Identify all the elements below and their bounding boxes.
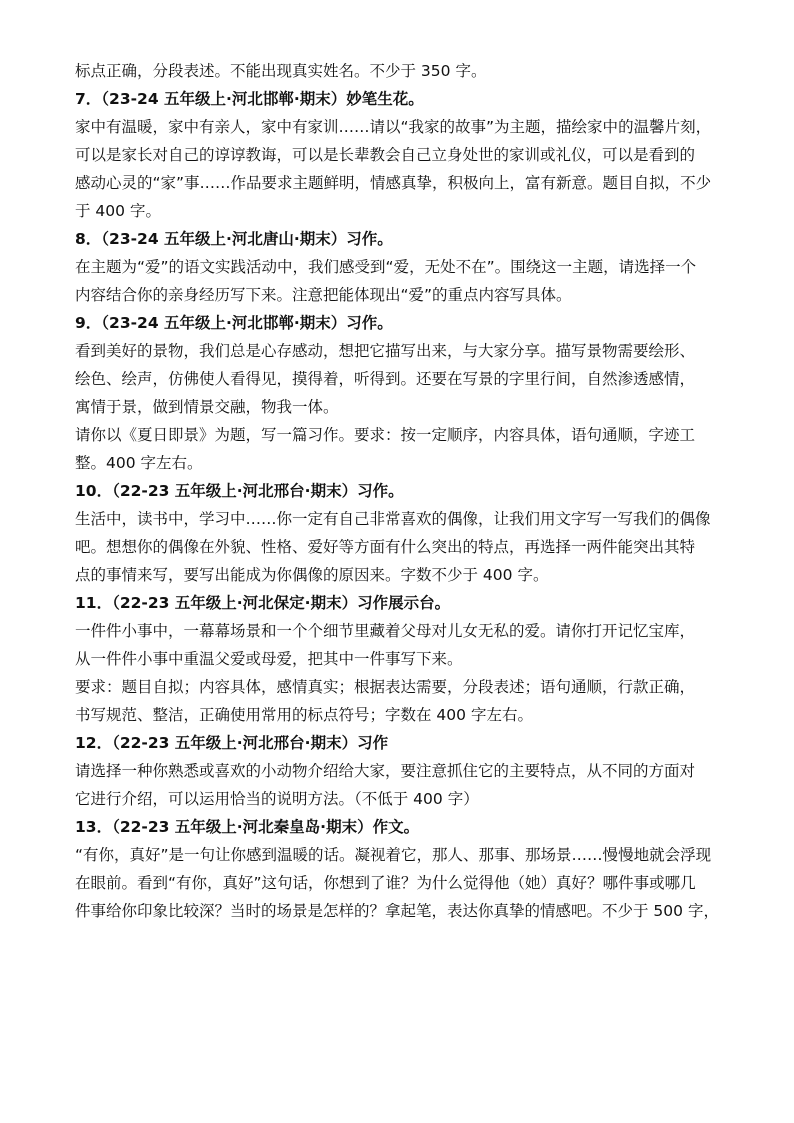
text-line-8: 在主题为“爱”的语文实践活动中，我们感受到“爱，无处不在”。围绕这一主题，请选择一个 — [75, 258, 697, 276]
text-line-13: 寓情于景，做到情景交融，物我一体。 — [75, 398, 339, 416]
text-line-26: 请选择一种你熟悉或喜欢的小动物介绍给大家，要注意抓住它的主要特点，从不同的方面对 — [75, 762, 696, 780]
question-9-title: 9．（23-24 五年级上·河北邯郸·期末）习作。 — [75, 314, 393, 332]
text-line-12: 绘色、绘声，仿佛使人看得见，摸得着，听得到。还要在写景的字里行间，自然渗透感情， — [75, 370, 696, 388]
text-line-9: 内容结合你的亲身经历写下来。注意把能体现出“爱”的重点内容写具体。 — [75, 286, 572, 304]
text-line-23: 要求：题目自拟；内容具体，感情真实；根据表达需要，分段表述；语句通顺，行款正确， — [75, 678, 696, 696]
text-line-19: 点的事情来写，要写出能成为你偶像的原因来。字数不少于 400 字。 — [75, 566, 549, 584]
text-line-15: 整。400 字左右。 — [75, 454, 203, 472]
text-line-17: 生活中，读书中，学习中……你一定有自己非常喜欢的偶像，让我们用文字写一写我们的偶像 — [75, 510, 711, 528]
text-line-14: 请你以《夏日即景》为题，写一篇习作。要求：按一定顺序，内容具体，语句通顺，字迹工 — [75, 426, 696, 444]
text-line-22: 从一件件小事中重温父爱或母爱，把其中一件事写下来。 — [75, 650, 463, 668]
question-10-title: 10．（22-23 五年级上·河北邢台·期末）习作。 — [75, 482, 404, 500]
question-11-title: 11．（22-23 五年级上·河北保定·期末）习作展示台。 — [75, 594, 451, 612]
text-line-6: 于 400 字。 — [75, 202, 161, 220]
question-7-title: 7．（23-24 五年级上·河北邯郸·期末）妙笔生花。 — [75, 90, 424, 108]
text-line-3: 家中有温暖，家中有亲人，家中有家训……请以“我家的故事”为主题，描绘家中的温馨片刻， — [75, 118, 712, 136]
text-line-4: 可以是家长对自己的谆谆教诲，可以是长辈教会自己立身处世的家训或礼仪，可以是看到的 — [75, 146, 696, 164]
document-page — [75, 57, 740, 925]
text-line-29: “有你，真好”是一句让你感到温暖的话。凝视着它，那人、那事、那场景……慢慢地就会浮现 — [75, 846, 712, 864]
text-line-5: 感动心灵的“家”事……作品要求主题鲜明，情感真挚，积极向上，富有新意。题目自拟，不少 — [75, 174, 712, 192]
text-line-21: 一件件小事中，一幕幕场景和一个个细节里藏着父母对儿女无私的爱。请你打开记忆宝库， — [75, 622, 696, 640]
text-line-30: 在眼前。看到“有你，真好”这句话，你想到了谁？为什么觉得他（她）真好？哪件事或哪几 — [75, 874, 696, 892]
text-line-27: 它进行介绍，可以运用恰当的说明方法。（不低于 400 字） — [75, 790, 479, 808]
text-line-11: 看到美好的景物，我们总是心存感动，想把它描写出来，与大家分享。描写景物需要绘形、 — [75, 342, 696, 360]
question-13-title: 13．（22-23 五年级上·河北秦皇岛·期末）作文。 — [75, 818, 420, 836]
question-12-title: 12．（22-23 五年级上·河北邢台·期末）习作 — [75, 734, 389, 752]
text-line-31: 件事给你印象比较深？当时的场景是怎样的？拿起笔，表达你真挚的情感吧。不少于 500 字， — [75, 902, 719, 920]
text-line-18: 吧。想想你的偶像在外貌、性格、爱好等方面有什么突出的特点，再选择一两件能突出其特 — [75, 538, 696, 556]
question-8-title: 8．（23-24 五年级上·河北唐山·期末）习作。 — [75, 230, 393, 248]
text-line-1: 标点正确，分段表述。不能出现真实姓名。不少于 350 字。 — [75, 62, 487, 80]
text-line-24: 书写规范、整洁，正确使用常用的标点符号；字数在 400 字左右。 — [75, 706, 533, 724]
